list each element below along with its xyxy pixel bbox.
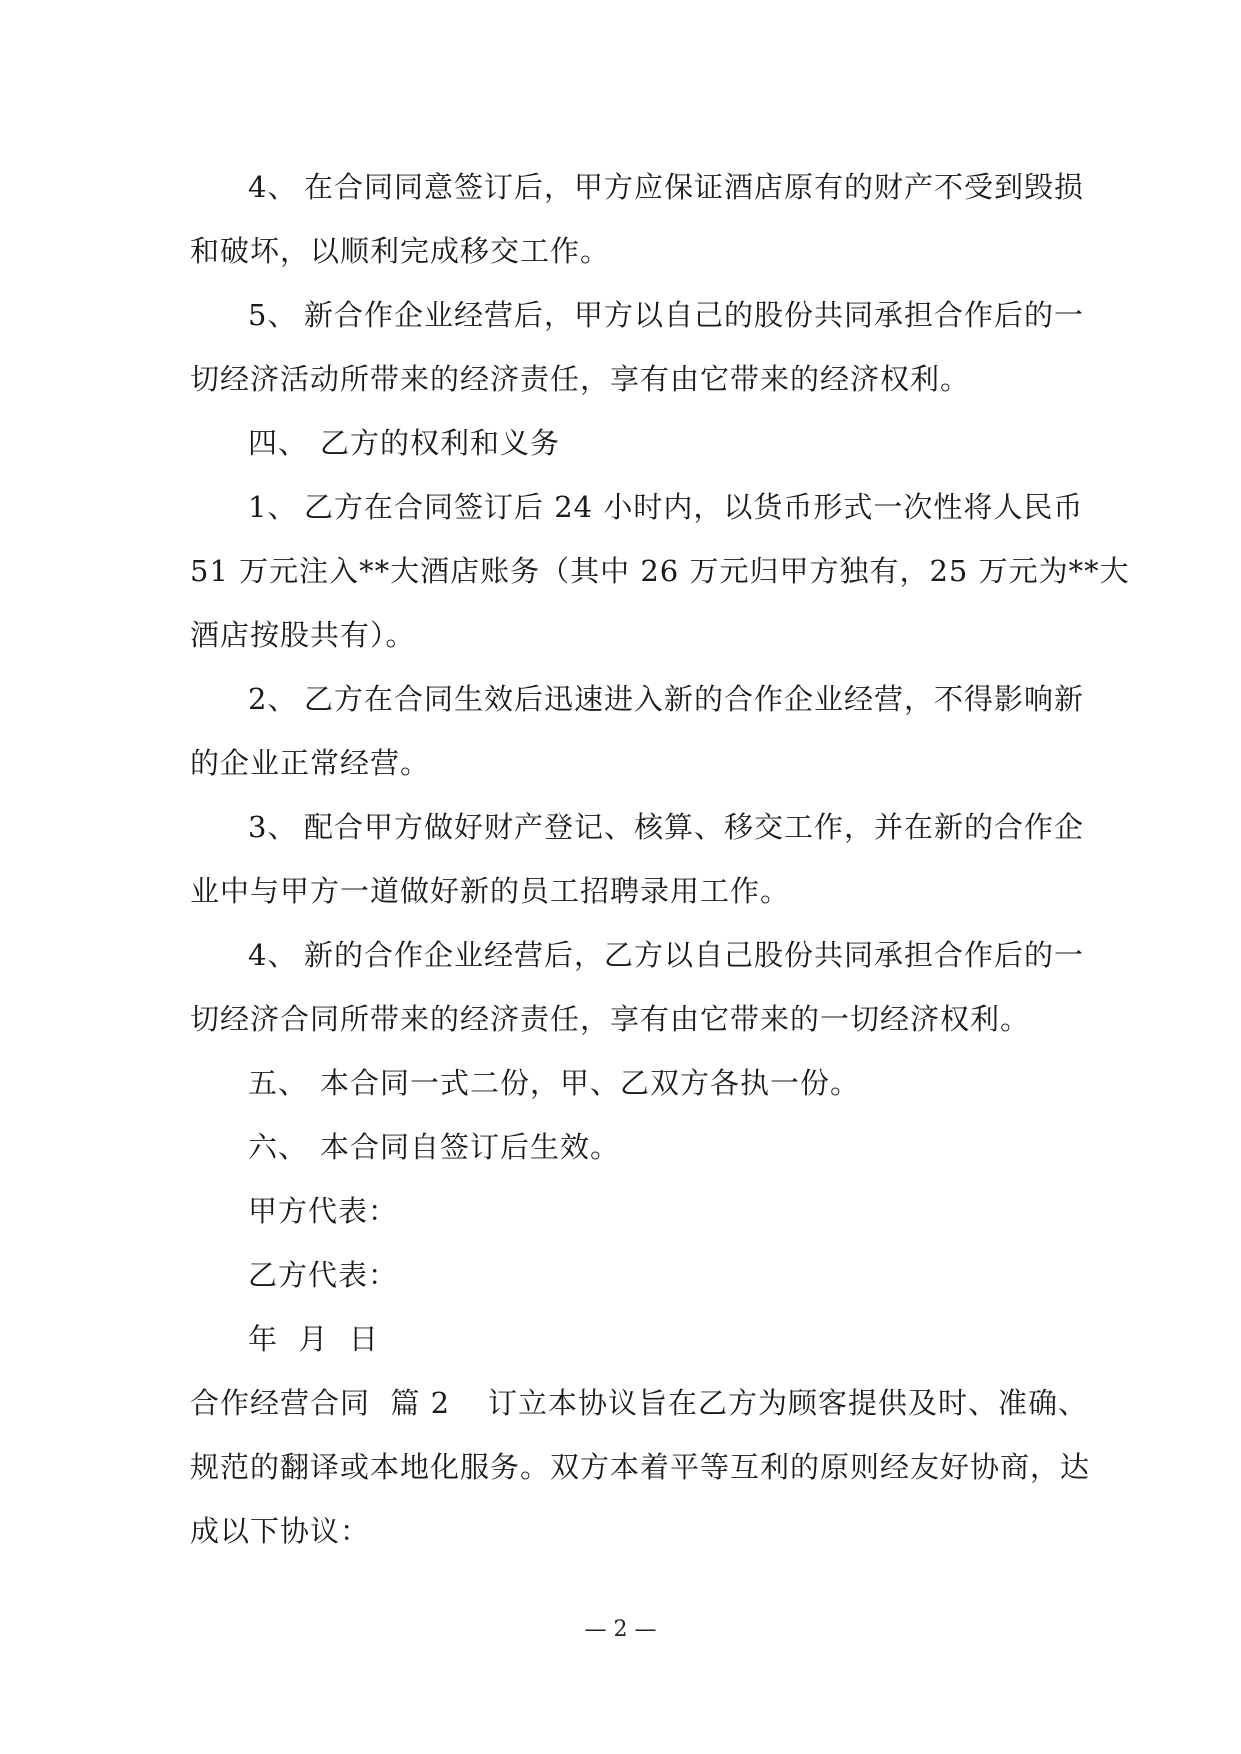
continuation-line: [190, 219, 1066, 283]
page-number: — 2 —: [584, 1617, 657, 1642]
clause-text: 51 万元注入**大酒店账务（其中 26 万元归甲方独有，25 万元为**大: [190, 554, 1130, 588]
clause-text: 新合作企业经营后，甲方以自己的股份共同承担合作后的一: [304, 298, 1085, 332]
clause-number: 1、: [248, 490, 298, 524]
clause-number: 3、: [248, 810, 298, 844]
clause-number: 4、: [248, 170, 298, 204]
section-heading: [190, 1051, 1066, 1115]
document-body: [190, 155, 1130, 1563]
clause-text: 配合甲方做好财产登记、核算、移交工作，并在新的合作企: [304, 810, 1085, 844]
clause-text: 的企业正常经营。: [190, 746, 431, 780]
clause-line: [190, 667, 1085, 731]
clause-text: 新的合作企业经营后，乙方以自己股份共同承担合作后的一: [304, 938, 1085, 972]
signature-label: 甲方代表：: [248, 1194, 399, 1228]
clause-text: 在合同同意签订后，甲方应保证酒店原有的财产不受到毁损: [304, 170, 1085, 204]
clause-text: 切经济合同所带来的经济责任，享有由它带来的一切经济权利。: [190, 1002, 1031, 1036]
intro-text: 订立本协议旨在乙方为顾客提供及时、准确、: [488, 1386, 1089, 1420]
date-label: 年 月 日: [248, 1322, 379, 1356]
clause-text: 和破坏，以顺利完成移交工作。: [190, 234, 611, 268]
section-2-intro-line: [190, 1371, 1089, 1435]
continuation-line: [190, 1499, 1066, 1563]
section-heading: [190, 411, 1066, 475]
intro-text: 规范的翻译或本地化服务。双方本着平等互利的原则经友好协商，达: [190, 1450, 1091, 1484]
continuation-line: [190, 539, 1130, 603]
clause-line: [190, 795, 1085, 859]
continuation-line: [190, 731, 1066, 795]
clause-line: [190, 155, 1085, 219]
clause-line: [190, 283, 1085, 347]
section-title: 乙方的权利和义务: [320, 426, 561, 460]
clause-line: [190, 923, 1085, 987]
clause-text: 业中与甲方一道做好新的员工招聘录用工作。: [190, 874, 791, 908]
section-number: 五、: [248, 1066, 309, 1100]
section-heading: [190, 1115, 1066, 1179]
continuation-line: [190, 987, 1066, 1051]
section-number: 六、: [248, 1130, 309, 1164]
continuation-line: [190, 859, 1066, 923]
clause-text: 乙方在合同生效后迅速进入新的合作企业经营，不得影响新: [304, 682, 1085, 716]
signature-line-party-a: [190, 1179, 1066, 1243]
clause-text: 酒店按股共有）。: [190, 618, 416, 652]
date-line: [190, 1307, 1066, 1371]
clause-text: 乙方在合同签订后 24 小时内，以货币形式一次性将人民币: [304, 490, 1084, 524]
intro-text: 成以下协议：: [190, 1514, 371, 1548]
contract-part-title: 合作经营合同 篇 2: [190, 1386, 451, 1420]
clause-number: 4、: [248, 938, 298, 972]
section-number: 四、: [248, 426, 309, 460]
clause-text: 切经济活动所带来的经济责任，享有由它带来的经济权利。: [190, 362, 971, 396]
section-title: 本合同自签订后生效。: [320, 1130, 621, 1164]
clause-number: 2、: [248, 682, 298, 716]
continuation-line: [190, 347, 1066, 411]
continuation-line: [190, 1435, 1091, 1499]
clause-number: 5、: [248, 298, 298, 332]
signature-label: 乙方代表：: [248, 1258, 399, 1292]
clause-line: [190, 475, 1084, 539]
signature-line-party-b: [190, 1243, 1066, 1307]
continuation-line: [190, 603, 1066, 667]
section-title: 本合同一式二份，甲、乙双方各执一份。: [320, 1066, 861, 1100]
